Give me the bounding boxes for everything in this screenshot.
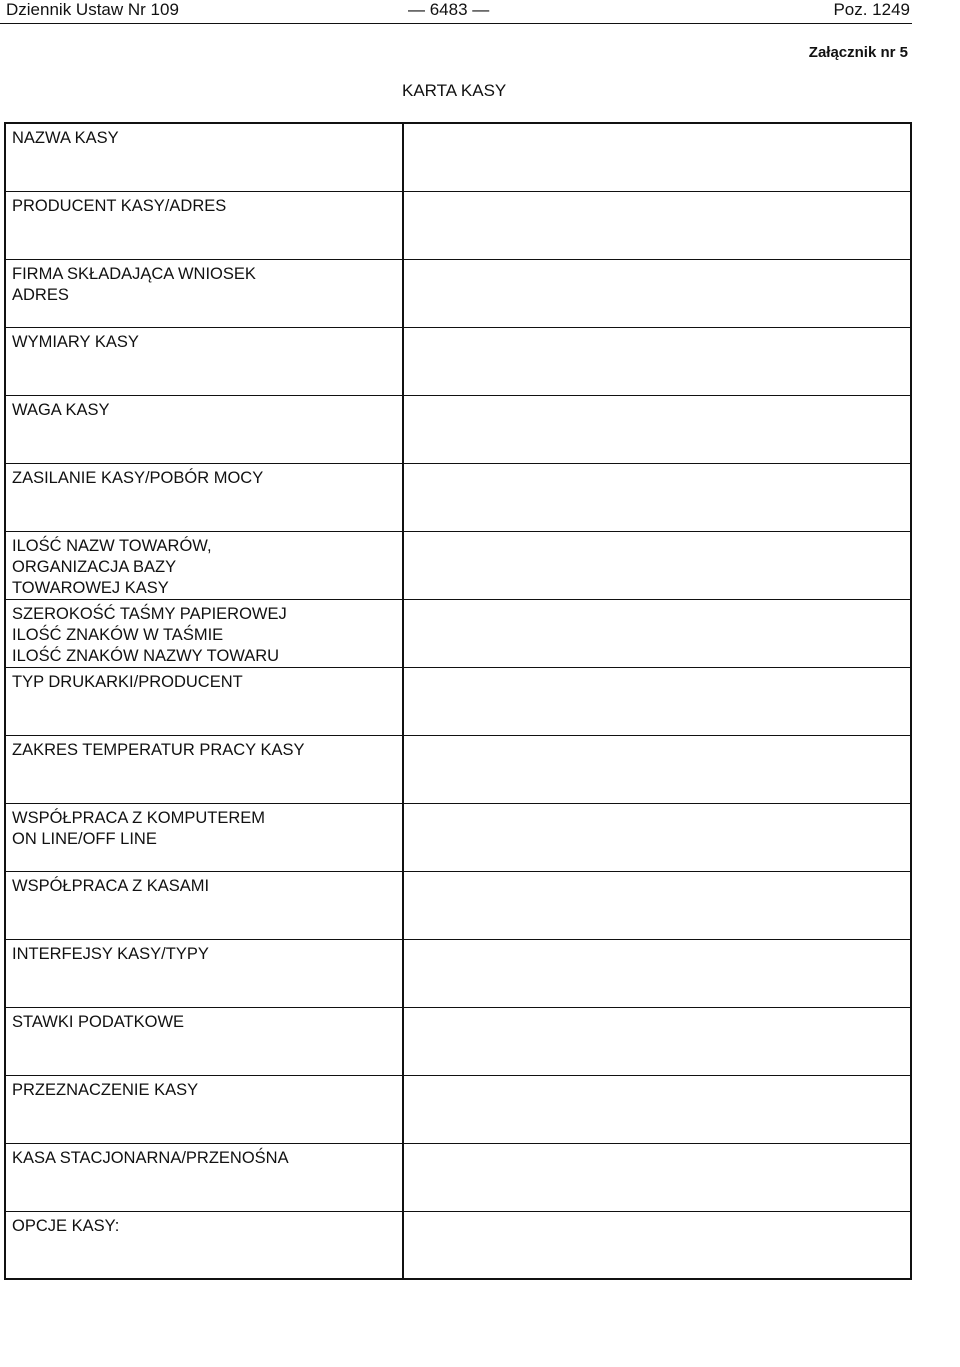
field-label: ZASILANIE KASY/POBÓR MOCY — [5, 463, 403, 531]
field-label: KASA STACJONARNA/PRZENOŚNA — [5, 1143, 403, 1211]
form-body — [5, 123, 911, 1279]
field-value[interactable] — [403, 1075, 911, 1143]
field-value[interactable] — [403, 599, 911, 667]
field-value[interactable] — [403, 463, 911, 531]
field-label: PRZEZNACZENIE KASY — [5, 1075, 403, 1143]
form-row — [5, 1211, 911, 1279]
form-row — [5, 1143, 911, 1211]
field-label: WSPÓŁPRACA Z KASAMI — [5, 871, 403, 939]
form-row — [5, 463, 911, 531]
field-value[interactable] — [403, 531, 911, 599]
form-row — [5, 599, 911, 667]
page-header — [0, 0, 960, 26]
journal-title: Dziennik Ustaw Nr 109 — [6, 0, 179, 19]
header-rule — [0, 23, 912, 24]
field-label: WSPÓŁPRACA Z KOMPUTEREM ON LINE/OFF LINE — [5, 803, 403, 871]
form-row — [5, 667, 911, 735]
form-row — [5, 531, 911, 599]
field-value[interactable] — [403, 939, 911, 1007]
field-label: WYMIARY KASY — [5, 327, 403, 395]
annex-label: Załącznik nr 5 — [808, 44, 908, 61]
register-card-form — [4, 122, 912, 1280]
field-label: ZAKRES TEMPERATUR PRACY KASY — [5, 735, 403, 803]
form-row — [5, 1007, 911, 1075]
field-label: FIRMA SKŁADAJĄCA WNIOSEK ADRES — [5, 259, 403, 327]
field-label: WAGA KASY — [5, 395, 403, 463]
form-row — [5, 395, 911, 463]
field-value[interactable] — [403, 1007, 911, 1075]
field-value[interactable] — [403, 667, 911, 735]
field-label: NAZWA KASY — [5, 123, 403, 191]
form-row — [5, 871, 911, 939]
field-value[interactable] — [403, 735, 911, 803]
field-label: ILOŚĆ NAZW TOWARÓW, ORGANIZACJA BAZY TOWAROWEJ KASY — [5, 531, 403, 599]
field-value[interactable] — [403, 191, 911, 259]
field-label: STAWKI PODATKOWE — [5, 1007, 403, 1075]
form-row — [5, 803, 911, 871]
field-label: TYP DRUKARKI/PRODUCENT — [5, 667, 403, 735]
position-number: Poz. 1249 — [833, 0, 910, 19]
page-number: — 6483 — — [408, 0, 490, 19]
field-value[interactable] — [403, 395, 911, 463]
field-label: INTERFEJSY KASY/TYPY — [5, 939, 403, 1007]
field-label: SZEROKOŚĆ TAŚMY PAPIEROWEJ ILOŚĆ ZNAKÓW W TAŚMIE ILOŚĆ ZNAKÓW NAZWY TOWARU — [5, 599, 403, 667]
field-value[interactable] — [403, 327, 911, 395]
field-value[interactable] — [403, 123, 911, 191]
form-row — [5, 939, 911, 1007]
field-value[interactable] — [403, 259, 911, 327]
form-row — [5, 1075, 911, 1143]
document-title: KARTA KASY — [402, 81, 507, 100]
field-value[interactable] — [403, 803, 911, 871]
form-row — [5, 735, 911, 803]
field-value[interactable] — [403, 1211, 911, 1279]
form-row — [5, 123, 911, 191]
field-value[interactable] — [403, 871, 911, 939]
form-row — [5, 191, 911, 259]
field-value[interactable] — [403, 1143, 911, 1211]
field-label: OPCJE KASY: — [5, 1211, 403, 1279]
form-row — [5, 327, 911, 395]
field-label: PRODUCENT KASY/ADRES — [5, 191, 403, 259]
form-row — [5, 259, 911, 327]
